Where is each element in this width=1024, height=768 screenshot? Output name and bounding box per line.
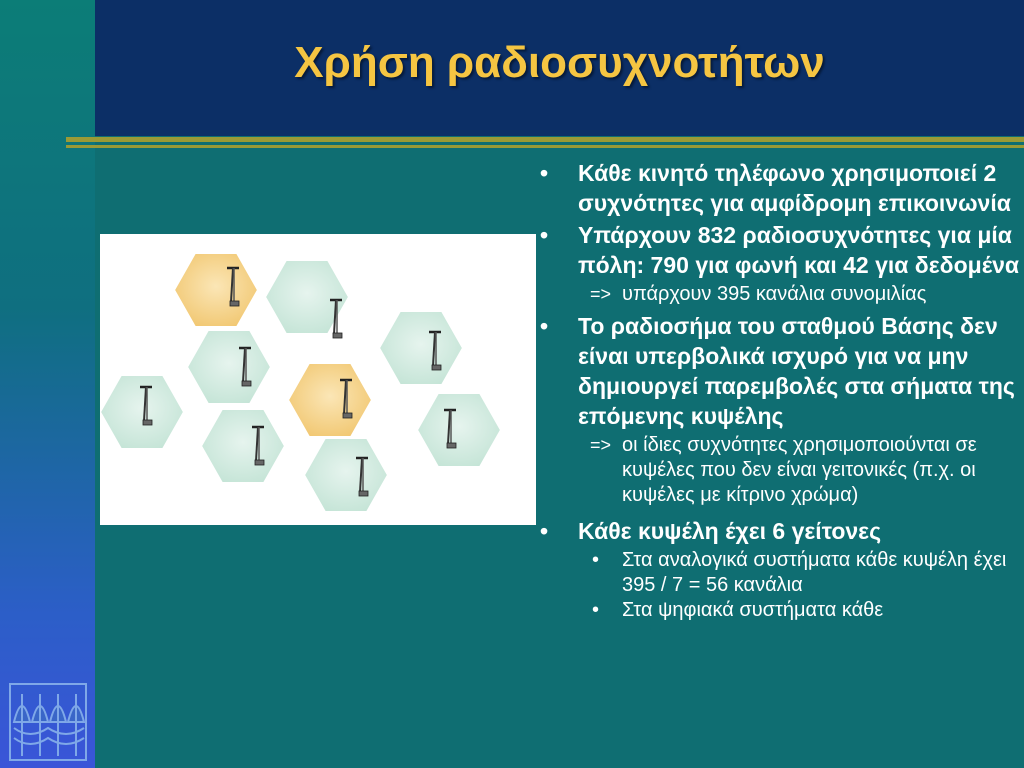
cell-green	[201, 409, 285, 483]
bullet-text: Κάθε κινητό τηλέφωνο χρησιμοποιεί 2 συχνότητες για αμφίδρομη επικοινωνία	[578, 160, 1011, 216]
divider-line	[66, 145, 1024, 148]
note-text: οι ίδιες συχνότητες χρησιμοποιούνται σε κυψέλες που δεν είναι γειτονικές (π.χ. οι κυψέλες με κίτρινο χρώμα)	[622, 434, 977, 506]
hexagon-cells-illustration	[100, 234, 536, 525]
bullet-text: Υπάρχουν 832 ραδιοσυχνότητες για μία πόλη: 790 για φωνή και 42 για δεδομένα	[578, 222, 1020, 278]
bullet-text: Το ραδιοσήμα του σταθμού Βάσης δεν είναι υπερβολικά ισχυρό για να μην δημιουργεί παρεμβολές στα σήματα της επόμενης κυψέλης	[578, 313, 1015, 429]
divider-line	[66, 137, 1024, 142]
slide-title: Χρήση ραδιοσυχνοτήτων	[294, 38, 825, 87]
tree-logo-icon	[8, 682, 88, 762]
cell-green	[379, 311, 463, 385]
cell-green	[187, 330, 271, 404]
bullet-item	[530, 311, 1020, 431]
bullet-list	[530, 158, 1020, 623]
cell-green	[417, 393, 501, 467]
bullet-text: Κάθε κυψέλη έχει 6 γείτονες	[578, 518, 882, 544]
implies-arrow: =>	[590, 435, 612, 455]
left-gradient-strip	[0, 0, 95, 768]
note-text: υπάρχουν 395 κανάλια συνομιλίας	[622, 283, 927, 305]
bullet-item	[530, 158, 1020, 218]
bullet-item	[530, 220, 1020, 280]
cell-green	[304, 438, 388, 512]
bullet-dot: •	[540, 518, 549, 544]
sub-bullet-item	[530, 598, 1020, 623]
bullet-note	[530, 433, 1020, 508]
bullet-dot: •	[540, 313, 549, 339]
sub-bullet-dot: •	[592, 599, 600, 621]
sub-bullet-dot: •	[592, 549, 600, 571]
bullet-item	[530, 516, 1020, 546]
cell-diagram	[100, 234, 536, 525]
sub-bullet-item	[530, 548, 1020, 598]
implies-arrow: =>	[590, 284, 612, 304]
cell-yellow	[288, 363, 372, 437]
bullet-note	[530, 282, 1020, 307]
bullet-dot: •	[540, 222, 549, 248]
university-logo	[8, 682, 88, 762]
sub-bullet-text: Στα ψηφιακά συστήματα κάθε	[622, 599, 884, 621]
sub-bullet-text: Στα αναλογικά συστήματα κάθε κυψέλη έχει 395 / 7 = 56 κανάλια	[622, 549, 1007, 596]
cell-yellow	[174, 253, 258, 327]
bullet-dot: •	[540, 160, 549, 186]
